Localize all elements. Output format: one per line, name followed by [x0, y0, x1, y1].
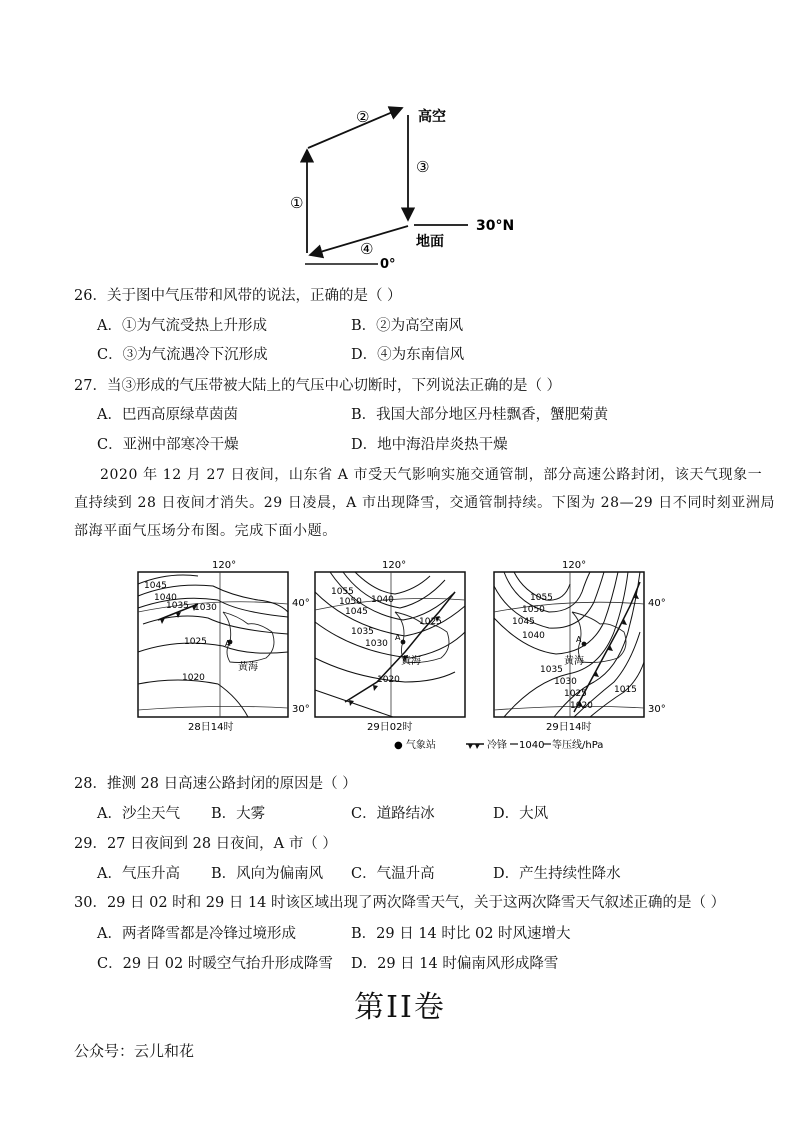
q26-option-b[interactable]: B．②为高空南风	[351, 318, 464, 334]
map-2-isobar-1035: 1035	[351, 627, 374, 637]
q29-stem: 29．27 日夜间到 28 日夜间，A 市（ ）	[74, 836, 337, 852]
map-1-caption: 28日14时	[188, 722, 234, 733]
q28-stem: 28．推测 28 日高速公路封闭的原因是（ ）	[74, 776, 357, 792]
legend-station: ● 气象站	[394, 740, 436, 751]
pressure-maps	[132, 558, 672, 754]
passage-line-3: 部海平面气压场分布图。完成下面小题。	[74, 523, 337, 539]
q27-option-b[interactable]: B．我国大部分地区丹桂飘香，蟹肥菊黄	[351, 407, 609, 423]
q28-option-d[interactable]: D．大风	[493, 806, 549, 822]
map-2-city: A	[395, 633, 401, 642]
map-3-isobar-1045: 1045	[512, 617, 535, 627]
q29-option-a[interactable]: A．气压升高	[97, 866, 180, 882]
map-3-caption: 29日14时	[546, 722, 592, 733]
map-3-isobar-1035: 1035	[540, 665, 563, 675]
map-3-sea: 黄海	[564, 656, 584, 667]
map-3-lat-30: 30°	[648, 704, 666, 715]
map-2-lon: 120°	[382, 560, 407, 571]
q29-option-d[interactable]: D．产生持续性降水	[493, 866, 621, 882]
map-panel-3	[494, 572, 644, 717]
q26-option-a[interactable]: A．①为气流受热上升形成	[97, 318, 267, 334]
q27-stem: 27．当③形成的气压带被大陆上的气压中心切断时，下列说法正确的是（ ）	[74, 378, 562, 394]
map-1-city: A	[225, 639, 231, 648]
map-3-isobar-1020: 1020	[570, 701, 593, 711]
q30-option-b[interactable]: B．29 日 14 时比 02 时风速增大	[351, 926, 571, 942]
map-2-isobar-1040: 1040	[371, 595, 394, 605]
q26-option-c[interactable]: C．③为气流遇冷下沉形成	[97, 347, 268, 363]
map-1-sea: 黄海	[238, 662, 258, 673]
map-2-isobar-1045: 1045	[345, 607, 368, 617]
map-1-lat-30: 30°	[292, 704, 310, 715]
map-2-sea: 黄海	[401, 656, 421, 667]
q30-option-c[interactable]: C．29 日 02 时暖空气抬升形成降雪	[97, 956, 333, 972]
map-2-isobar-1025: 1025	[419, 617, 442, 627]
map-panel-2	[315, 572, 465, 717]
arrow-4-line	[310, 226, 408, 255]
map-legend	[394, 738, 603, 751]
circulation-diagram	[280, 100, 540, 270]
map-1-lat-40: 40°	[292, 598, 310, 609]
legend-isobar-text: 等压线/hPa	[552, 740, 604, 751]
map-3-isobar-1055: 1055	[530, 593, 553, 603]
map-1-isobar-1020: 1020	[182, 673, 205, 683]
map-3-isobar-1030: 1030	[554, 677, 577, 687]
map-3-lon: 120°	[562, 560, 587, 571]
q30-stem: 30．29 日 02 时和 29 日 14 时该区域出现了两次降雪天气，关于这两次降雪天气叙述正确的是（ ）	[74, 895, 726, 911]
map-2-isobar-1030: 1030	[365, 639, 388, 649]
legend-front: 冷锋	[487, 740, 507, 751]
map-3-city: A	[576, 635, 582, 644]
q26-option-d[interactable]: D．④为东南信风	[351, 347, 465, 363]
arrow-1-label: ①	[290, 194, 304, 212]
map-panel-1	[138, 572, 288, 717]
label-lat0: 0°	[380, 257, 396, 270]
map-3-lat-40: 40°	[648, 598, 666, 609]
map-1-isobar-1025: 1025	[184, 637, 207, 647]
map-3-isobar-1025: 1025	[564, 689, 587, 699]
q28-option-c[interactable]: C．道路结冰	[351, 806, 435, 822]
q26-stem: 26．关于图中气压带和风带的说法，正确的是（ ）	[74, 288, 402, 304]
section-title: 第II卷	[354, 990, 446, 1025]
map-1-isobar-1035: 1035	[166, 601, 189, 611]
passage-line-1: 2020 年 12 月 27 日夜间，山东省 A 市受天气影响实施交通管制，部分高速公路封闭，该天气现象一	[100, 467, 763, 483]
map-2-isobar-1055: 1055	[331, 587, 354, 597]
q27-option-a[interactable]: A．巴西高原绿草茵茵	[97, 407, 238, 423]
map-2-caption: 29日02时	[367, 722, 413, 733]
q29-option-b[interactable]: B．风向为偏南风	[211, 866, 324, 882]
arrow-2-label: ②	[356, 108, 370, 126]
map-1-isobar-1040: 1040	[154, 593, 177, 603]
footer-text: 公众号：云儿和花	[74, 1042, 195, 1060]
q27-option-c[interactable]: C．亚洲中部寒冷干燥	[97, 437, 239, 453]
map-3-isobar-1015: 1015	[614, 685, 637, 695]
q28-option-a[interactable]: A．沙尘天气	[97, 806, 180, 822]
arrow-3-label: ③	[416, 158, 430, 176]
q27-option-d[interactable]: D．地中海沿岸炎热干燥	[351, 437, 508, 453]
q28-option-b[interactable]: B．大雾	[211, 806, 266, 822]
arrow-4-label: ④	[360, 240, 374, 258]
label-top: 高空	[418, 109, 446, 125]
map-2-isobar-1050: 1050	[339, 597, 362, 607]
q29-option-c[interactable]: C．气温升高	[351, 866, 435, 882]
map-2-isobar-1020: 1020	[377, 675, 400, 685]
label-ground: 地面	[416, 234, 444, 250]
map-1-isobar-1045: 1045	[144, 581, 167, 591]
map-1-isobar-1030: 1030	[194, 603, 217, 613]
q30-option-d[interactable]: D．29 日 14 时偏南风形成降雪	[351, 956, 559, 972]
label-lat30: 30°N	[476, 218, 515, 234]
arrow-2-line	[308, 108, 402, 148]
legend-isobar-value: 1040	[519, 740, 545, 751]
q30-option-a[interactable]: A．两者降雪都是冷锋过境形成	[97, 926, 296, 942]
map-1-lon: 120°	[212, 560, 237, 571]
map-3-isobar-1050: 1050	[522, 605, 545, 615]
passage-line-2: 直持续到 28 日夜间才消失。29 日凌晨，A 市出现降雪，交通管制持续。下图为 28—29 日不同时刻亚洲局	[74, 495, 776, 511]
map-3-isobar-1040: 1040	[522, 631, 545, 641]
